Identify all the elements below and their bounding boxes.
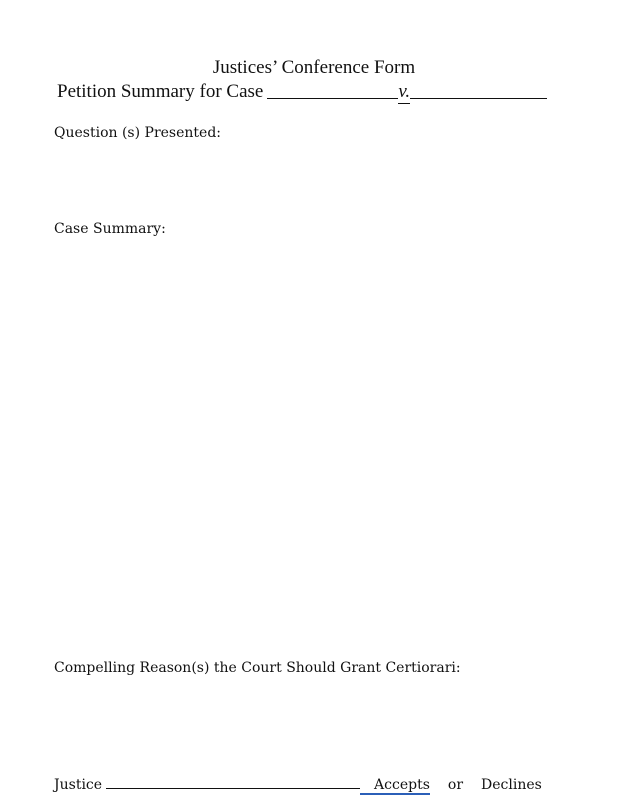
justice-signature-line	[54, 775, 542, 795]
petitioner-blank	[267, 81, 398, 99]
versus-text: v.	[398, 81, 411, 102]
form-title-text: Justices’ Conference Form	[212, 57, 416, 78]
question-presented-label: Question (s) Presented:	[54, 125, 221, 141]
accepts-option: Accepts	[360, 777, 430, 795]
or-text: or	[447, 777, 464, 793]
case-summary-label: Case Summary:	[54, 221, 166, 237]
case-heading-text: Petition Summary for Case	[57, 81, 264, 102]
compelling-reasons-label: Compelling Reason(s) the Court Should Grant Certiorari:	[54, 660, 461, 676]
justice-label: Justice	[54, 777, 103, 793]
case-heading	[57, 79, 547, 104]
justice-name-blank	[106, 775, 360, 789]
respondent-blank	[410, 81, 547, 99]
form-title	[0, 57, 628, 79]
declines-option: Declines	[481, 777, 542, 793]
